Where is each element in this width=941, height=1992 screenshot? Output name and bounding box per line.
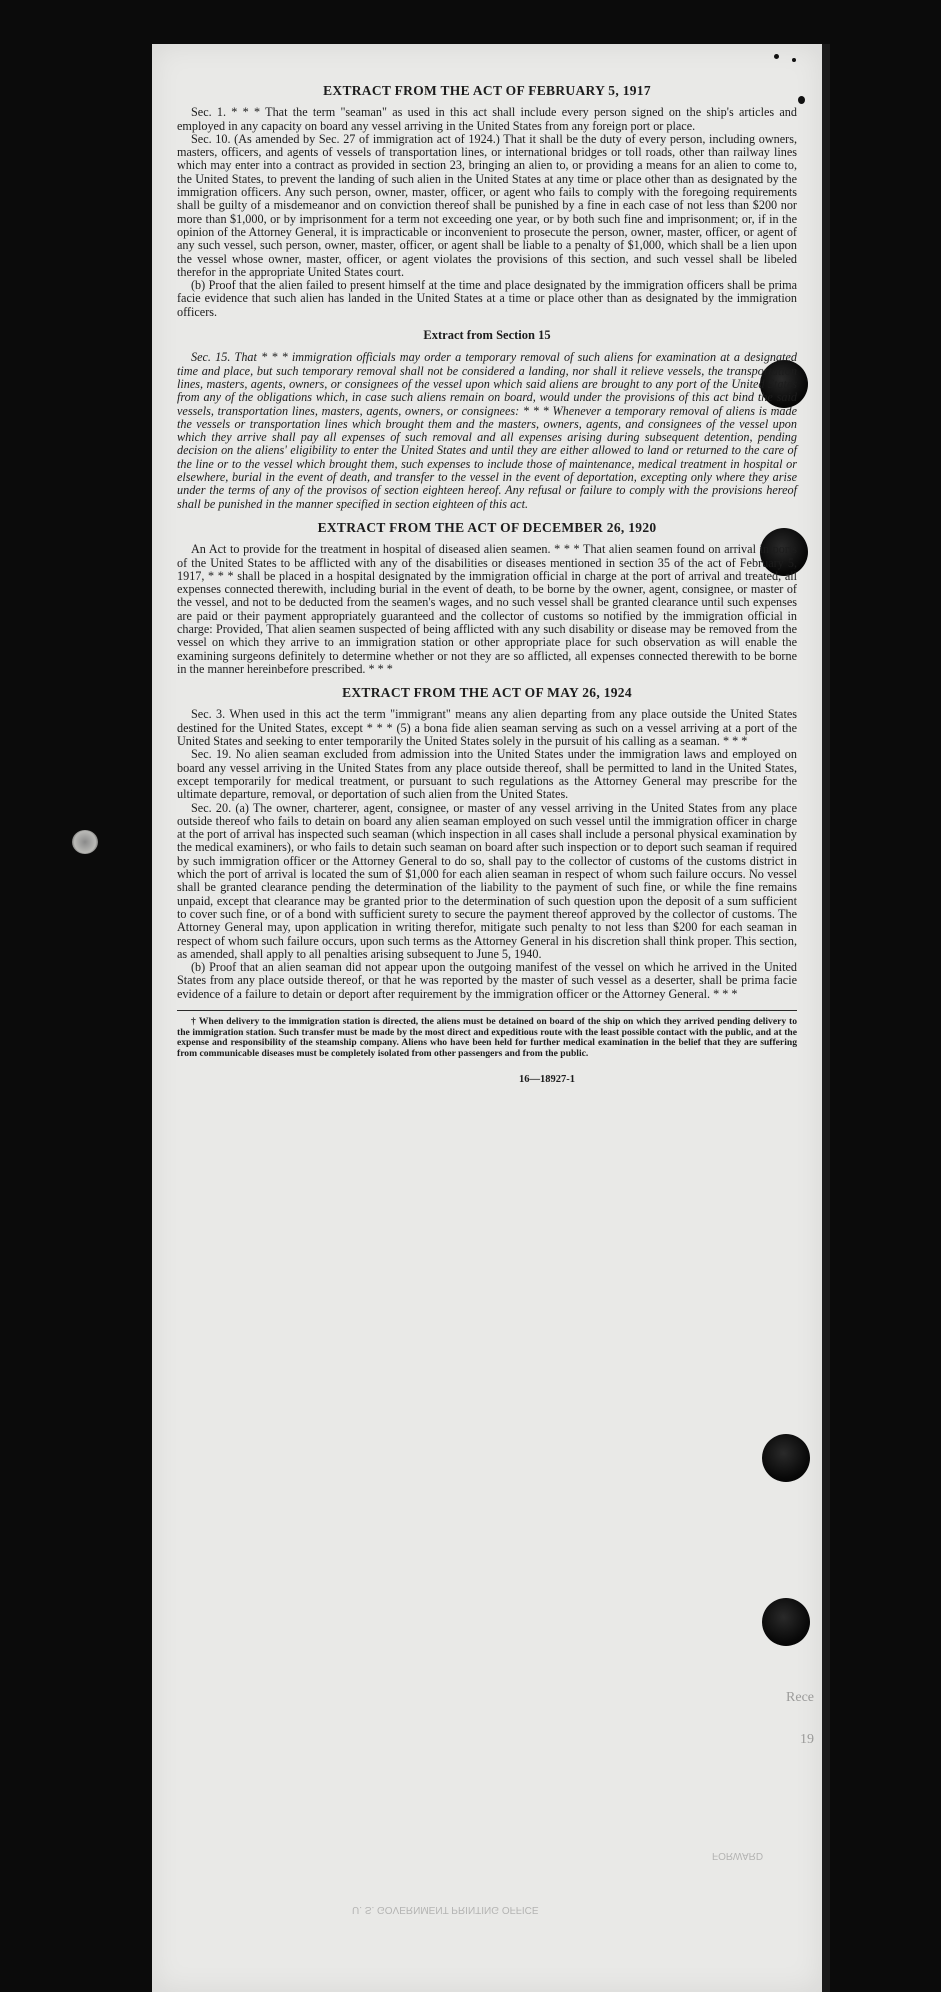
- section-15-paragraph: Sec. 15. That * * * immigration officials may order a temporary removal of such aliens for examination at a designated time and place, but such temporary removal shall not be considered a landing, nor shall it relieve vessels, the transportation lines, masters, agents, owners, or consignees of the vessel upon which said aliens are brought to any port of the United States from any of the obligations which, in case such aliens remain on board, would under the provisions of this act bind the said vessels, transportation lines, masters, agents, owners, or consignees: * * * Whenever a temporary removal of aliens is made the vessels or transportation lines which brought them and the masters, owners, agents, and consignees of the vessel upon which they arrive shall pay all expenses of such removal and all expenses arising during subsequent detention, pending decision on the aliens' eligibility to enter the United States and until they are either allowed to land or returned to the care of the line or to the vessel which brought them, such expenses to include those of maintenance, medical treatment in hospital or elsewhere, burial in the event of death, and transfer to the vessel in the event of deportation, excepting only where they arise under the terms of any of the provisos of section eighteen hereof. Any refusal or failure to comply with the provisions hereof shall be punished in the manner specified in section eighteen of this act.: [177, 350, 797, 511]
- act-1920-paragraph: An Act to provide for the treatment in hospital of diseased alien seamen. * * * That alien seamen found on arrival in ports of the United States to be afflicted with any of the disabilities or diseases mentioned in section 35 of the act of February 5, 1917, * * * shall be placed in a hospital designated by the immigration official in charge at the port of arrival and treated, all expenses connected therewith, including burial in the event of death, to be borne by the owner, agent, consignee, or master of the vessel, and not to be deducted from the seamen's wages, and no such vessel shall be granted clearance until such expenses are paid or their payment appropriately guaranteed and the collector of customs so notified by the immigration official in charge: Provided, That alien seamen suspected of being afflicted with any such disability or disease may be removed from the vessel on which they arrive to an immigration station or other appropriate place for such observation as will enable the examining surgeons definitely to determine whether or not they are so afflicted, all expenses connected therewith to be borne in the manner hereinbefore prescribed. * * *: [177, 542, 797, 676]
- document-page: [152, 44, 822, 1992]
- punch-hole-4: [762, 1598, 810, 1646]
- section-10-paragraph: Sec. 10. (As amended by Sec. 27 of immigration act of 1924.) That it shall be the duty of every person, including owners, masters, officers, and agents of vessels of transportation lines, or international bridges or toll roads, other than railway lines which may enter into a contract as provided in section 23, bringing an alien to, or providing a means for an alien to come to, the United States, to prevent the landing of such alien in the United States at any time or place other than as designated by the immigration officers. Any such person, owner, master, officer, or agent who fails to comply with the foregoing requirements shall be guilty of a misdemeanor and on conviction thereof shall be punished by a fine in each case of not less than $200 nor more than $1,000, or by imprisonment for a term not exceeding one year, or by both such fine and imprisonment; or, if in the opinion of the Attorney General, it is impracticable or inconvenient to prosecute the person, owner, master, officer, or agent of any such vessel, such person, owner, master, officer, or agent shall be liable to a penalty of $1,000, which shall be a lien upon the vessel whose owner, master, officer, or agent violates the provisions of this section, and such vessel shall be libeled therefor in the appropriate United States court.: [177, 131, 797, 279]
- ink-fleck-1: [774, 54, 779, 59]
- section-1-paragraph: Sec. 1. * * * That the term "seaman" as used in this act shall include every person signed on the ship's articles and employed in any capacity on board any vessel arriving in the United States from any foreign port or place.: [177, 105, 797, 133]
- section-20a-paragraph: Sec. 20. (a) The owner, charterer, agent, consignee, or master of any vessel arriving in the United States from any place outside thereof who fails to detain on board any alien seaman employed on such vessel until the immigration officer in charge at the port of arrival has inspected such seaman (which inspection in all cases shall include a personal physical examination by the medical examiners), or who fails to detain such seaman on board after such inspection or to deport such seaman if required by such immigration officer or the Attorney General to do so, shall pay to the collector of customs of the customs district in which the port of arrival is located the sum of $1,000 for each alien seaman in respect of whom such failure occurs. No vessel shall be granted clearance pending the determination of the liability to the payment of such fine, or while the fine remains unpaid, except that clearance may be granted prior to the determination of such question upon the deposit of a sum sufficient to cover such fine, or of a bond with sufficient surety to secure the payment thereof approved by the collector of customs. The Attorney General may, upon application in writing therefor, mitigate such penalty to not less than $200 for each seaman in respect of whom such failure occurs, upon such terms as the Attorney General in his discretion shall think proper. This section, as amended, shall apply to all penalties arising subsequent to June 5, 1940.: [177, 800, 797, 961]
- ink-fleck-3: [798, 96, 805, 104]
- heading-act-1924: EXTRACT FROM THE ACT OF MAY 26, 1924: [342, 685, 632, 701]
- section-20b-paragraph: (b) Proof that an alien seaman did not appear upon the outgoing manifest of the vessel on which he arrived in the United States from any place outside thereof, or that he was reported by the master of such vessel as a deserter, shall be prima facie evidence of a failure to detain or deport after requirement by the immigration officer or the Attorney General. * * *: [177, 960, 797, 1001]
- heading-act-1920: EXTRACT FROM THE ACT OF DECEMBER 26, 1920: [317, 519, 657, 535]
- section-3-paragraph: Sec. 3. When used in this act the term "immigrant" means any alien departing from any place outside the United States destined for the United States, except * * * (5) a bona fide alien seaman serving as such on a vessel arriving at a port of the United States and seeking to enter temporarily the United States solely in the pursuit of his calling as a seaman. * * *: [177, 707, 797, 749]
- bleed-through-text-1: U. S. GOVERNMENT PRINTING OFFICE: [352, 1904, 539, 1915]
- section-10b-paragraph: (b) Proof that the alien failed to present himself at the time and place designated by the immigration officers shall be prima facie evidence that such alien has landed in the United States at a time or place other than as designated by the immigration officers.: [177, 278, 797, 319]
- smudge-mark: [72, 830, 98, 854]
- scan-edge-strip: [822, 44, 830, 1992]
- section-19-paragraph: Sec. 19. No alien seaman excluded from admission into the United States under the immigration laws and employed on board any vessel arriving in the United States from any place outside thereof, shall be permitted to land in the United States, except temporarily for medical treatment, or pursuant to such regulations as the Attorney General may prescribe for the ultimate departure, removal, or deportation of such alien from the United States.: [177, 747, 797, 802]
- edge-fragment-2: 19: [800, 1732, 814, 1747]
- ink-fleck-2: [792, 58, 796, 62]
- heading-act-1917: EXTRACT FROM THE ACT OF FEBRUARY 5, 1917: [323, 83, 651, 98]
- subheading-section-15: Extract from Section 15: [423, 328, 551, 343]
- footnote-divider: [177, 1010, 797, 1011]
- form-number: 16—18927-1: [519, 1074, 575, 1086]
- edge-fragment-1: Rece: [786, 1690, 814, 1705]
- punch-hole-3: [762, 1434, 810, 1482]
- document-text: [177, 84, 797, 1087]
- footnote: † When delivery to the immigration station is directed, the aliens must be detained on board of the ship on which they arrived pending delivery to the immigration station. Such transfer must be made by the most direct and expeditious route with the least possible contact with the public, and at the expense and responsibility of the steamship company. Aliens who have been held for further medical examination in the belief that they are suffering from communicable diseases must be completely isolated from other passengers and from the public.: [177, 1016, 797, 1059]
- bleed-through-text-2: FORWARD: [712, 1850, 764, 1861]
